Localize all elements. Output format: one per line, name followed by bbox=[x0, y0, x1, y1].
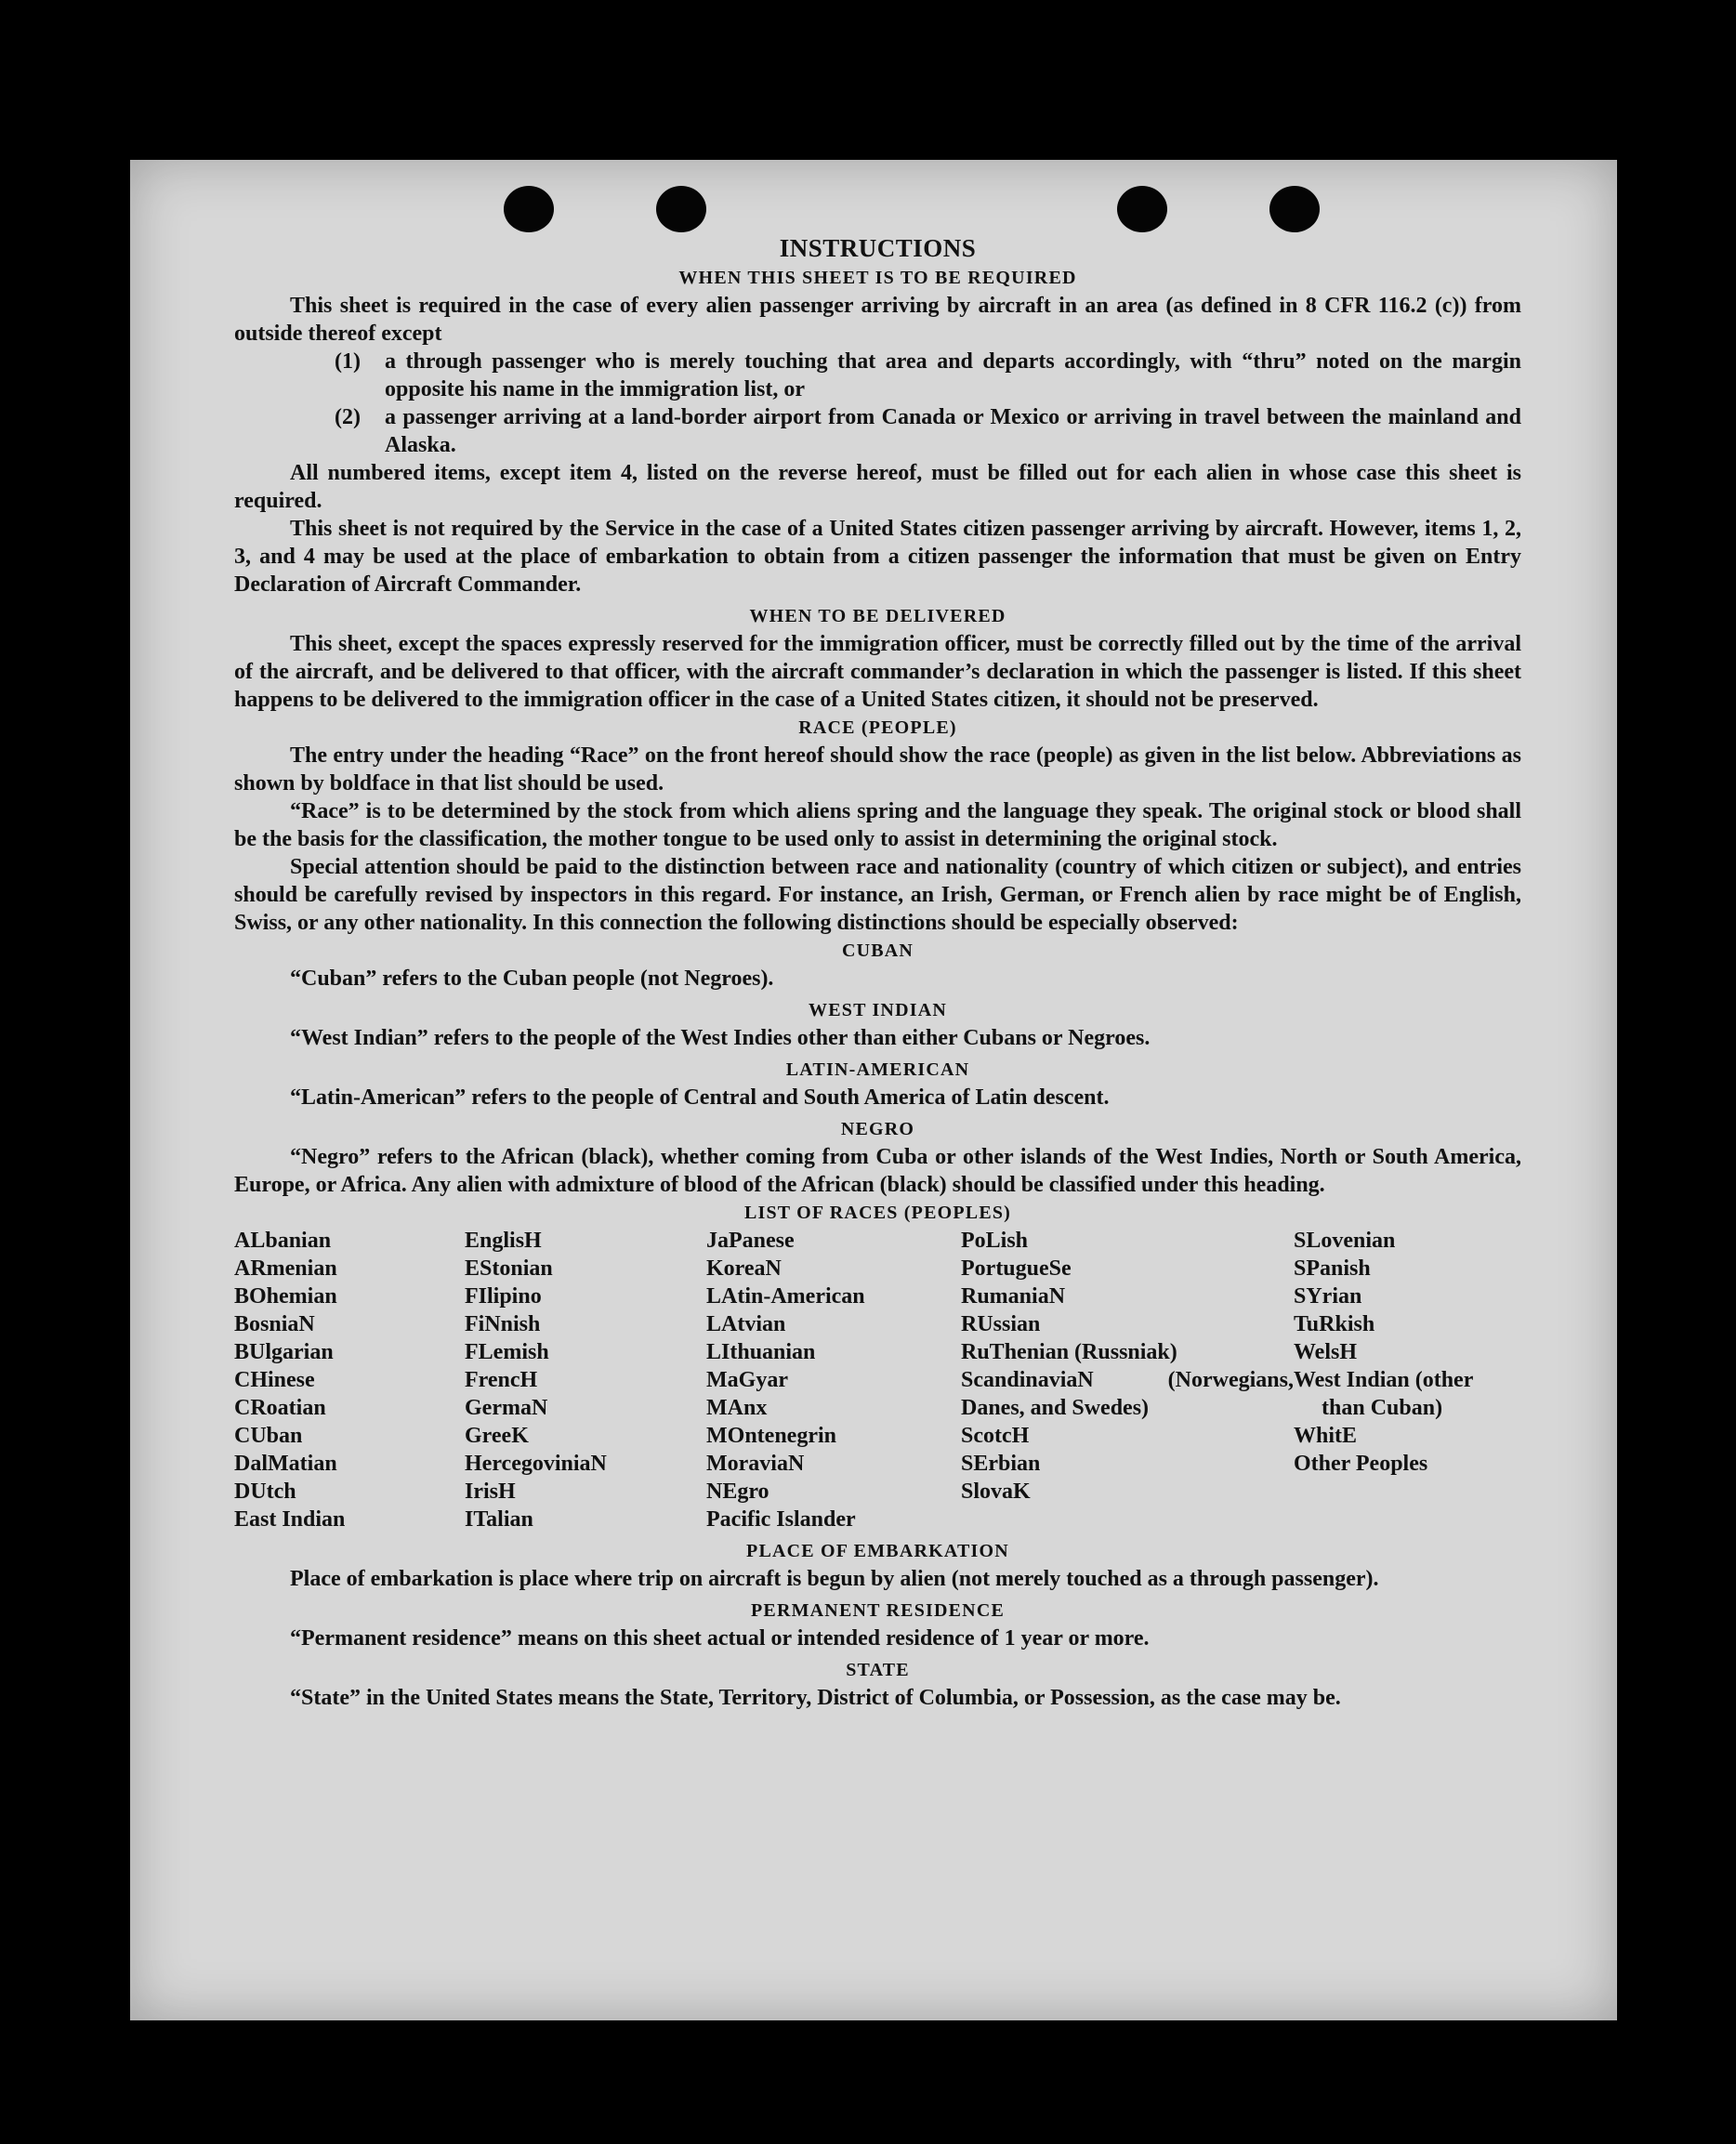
race-entry: CHinese bbox=[234, 1368, 315, 1392]
race-entry: MaGyar bbox=[706, 1368, 788, 1392]
paragraph: The entry under the heading “Race” on the front hereof should show the race (people) as given in the list below. Abbreviations as shown by boldface in that list should be used. bbox=[234, 743, 1521, 796]
heading-race: RACE (PEOPLE) bbox=[798, 717, 957, 738]
race-entry: DUtch bbox=[234, 1480, 296, 1504]
race-entry: MAnx bbox=[706, 1396, 768, 1420]
paragraph: This sheet is not required by the Service in the case of a United States citizen passenger arriving by aircraft. However, items 1, 2, 3, and 4 may be used at the place of embarkation to obtain from a citizen passenger the information that must be given on Entry Declaration of Aircraft Commander. bbox=[234, 517, 1521, 597]
paragraph: “Permanent residence” means on this sheet actual or intended residence of 1 year or more. bbox=[290, 1626, 1150, 1651]
paragraph: All numbered items, except item 4, listed on the reverse hereof, must be filled out for each alien in whose case this sheet is required. bbox=[234, 461, 1521, 513]
item-text: a passenger arriving at a land-border airport from Canada or Mexico or arriving in travel between the mainland and Alaska. bbox=[385, 405, 1521, 457]
races-column bbox=[1294, 1227, 1521, 1533]
heading-west-indian: WEST INDIAN bbox=[809, 1000, 947, 1020]
races-column bbox=[706, 1227, 961, 1533]
race-entry: BUlgarian bbox=[234, 1340, 334, 1364]
race-entry: ITalian bbox=[465, 1507, 533, 1532]
instructions-content bbox=[234, 232, 1521, 1712]
race-entry: SPanish bbox=[1294, 1256, 1371, 1281]
paragraph: “State” in the United States means the State, Territory, District of Columbia, or Possession, as the case may be. bbox=[290, 1686, 1341, 1710]
race-entry: PoLish bbox=[961, 1229, 1029, 1253]
page-title: INSTRUCTIONS bbox=[779, 234, 977, 262]
heading-list-of-races: LIST OF RACES (PEOPLES) bbox=[743, 1203, 1012, 1223]
race-entry: West Indian (other bbox=[1294, 1368, 1474, 1392]
heading-place-of-embarkation: PLACE OF EMBARKATION bbox=[746, 1541, 1009, 1561]
paragraph: Place of embarkation is place where trip on aircraft is begun by alien (not merely touched as a through passenger). bbox=[290, 1567, 1379, 1591]
heading-latin-american: LATIN-AMERICAN bbox=[785, 1059, 970, 1080]
race-entry: Other Peoples bbox=[1294, 1452, 1428, 1476]
heading-permanent-residence: PERMANENT RESIDENCE bbox=[750, 1600, 1006, 1621]
race-entry: EnglisH bbox=[465, 1229, 542, 1253]
race-entry: ALbanian bbox=[234, 1229, 332, 1253]
race-entry: LAtvian bbox=[706, 1312, 786, 1336]
race-entry: FLemish bbox=[465, 1340, 549, 1364]
race-entry: RumaniaN bbox=[961, 1284, 1066, 1309]
race-entry: HercegoviniaN bbox=[465, 1452, 607, 1476]
race-entry: than Cuban) bbox=[1322, 1396, 1443, 1420]
race-entry: SLovenian bbox=[1294, 1229, 1396, 1253]
race-entry: MOntenegrin bbox=[706, 1424, 836, 1448]
document-sheet bbox=[130, 160, 1617, 2020]
paragraph: This sheet is required in the case of every alien passenger arriving by aircraft in an area (as defined in 8 CFR 116.2 (c)) from outside thereof except bbox=[234, 294, 1521, 346]
races-column bbox=[961, 1227, 1294, 1533]
list-item bbox=[234, 403, 1521, 459]
race-entry: JaPanese bbox=[706, 1229, 795, 1253]
race-entry: LAtin-American bbox=[706, 1284, 865, 1309]
race-entry: ScotcH bbox=[961, 1424, 1030, 1448]
race-entry: EStonian bbox=[465, 1256, 553, 1281]
race-entry: LIthuanian bbox=[706, 1340, 816, 1364]
list-item bbox=[234, 348, 1521, 403]
race-entry: NEgro bbox=[706, 1480, 769, 1504]
item-number: (1) bbox=[335, 349, 361, 374]
heading-cuban: CUBAN bbox=[841, 940, 914, 961]
race-entry: TuRkish bbox=[1294, 1312, 1375, 1336]
race-entry: IrisH bbox=[465, 1480, 516, 1504]
paragraph: “West Indian” refers to the people of the West Indies other than either Cubans or Negroes. bbox=[290, 1026, 1151, 1050]
races-column bbox=[465, 1227, 706, 1533]
race-entry: RuThenian (Russniak) bbox=[961, 1340, 1177, 1364]
race-entry: FIlipino bbox=[465, 1284, 542, 1309]
race-entry: SlovaK bbox=[961, 1480, 1031, 1504]
punch-hole bbox=[1117, 186, 1167, 232]
paragraph: This sheet, except the spaces expressly reserved for the immigration officer, must be correctly filled out by the time of the arrival of the aircraft, and be delivered to that officer, with the aircraft commander’s declaration in which the passenger is listed. If this sheet happens to be delivered to the immigration officer in the case of a United States citizen, it should not be preserved. bbox=[234, 632, 1521, 712]
race-entry: GreeK bbox=[465, 1424, 529, 1448]
race-entry: WhitE bbox=[1294, 1424, 1358, 1448]
race-entry: MoraviaN bbox=[706, 1452, 805, 1476]
race-entry: East Indian bbox=[234, 1507, 346, 1532]
punch-hole bbox=[1269, 186, 1320, 232]
heading-negro: NEGRO bbox=[840, 1119, 915, 1139]
race-entry: PortugueSe bbox=[961, 1256, 1072, 1281]
heading-when-delivered: WHEN TO BE DELIVERED bbox=[749, 606, 1006, 626]
race-entry: ScandinaviaN (Norwegians, Danes, and Swedes) bbox=[961, 1368, 1294, 1420]
paragraph: Special attention should be paid to the distinction between race and nationality (country of which citizen or subject), and entries should be carefully revised by inspectors in this regard. For instance, an Irish, German, or French alien by race might be of English, Swiss, or any other nationality. In this connection the following distinctions should be especially observed: bbox=[234, 855, 1521, 935]
paragraph: “Negro” refers to the African (black), whether coming from Cuba or other islands of the West Indies, North or South America, Europe, or Africa. Any alien with admixture of blood of the African (black) should be classified under this heading. bbox=[234, 1145, 1521, 1197]
race-entry: BOhemian bbox=[234, 1284, 337, 1309]
race-entry: FiNnish bbox=[465, 1312, 541, 1336]
races-column bbox=[234, 1227, 465, 1533]
item-number: (2) bbox=[335, 405, 361, 429]
paragraph: “Race” is to be determined by the stock from which aliens spring and the language they speak. The original stock or blood shall be the basis for the classification, the mother tongue to be used only to assist in determining the original stock. bbox=[234, 799, 1521, 851]
punch-hole bbox=[656, 186, 706, 232]
race-entry: CUban bbox=[234, 1424, 303, 1448]
paragraph: “Cuban” refers to the Cuban people (not Negroes). bbox=[290, 967, 774, 991]
race-entry: WelsH bbox=[1294, 1340, 1358, 1364]
race-entry: SErbian bbox=[961, 1452, 1041, 1476]
heading-state: STATE bbox=[846, 1660, 910, 1680]
race-entry: KoreaN bbox=[706, 1256, 782, 1281]
heading-when-required: WHEN THIS SHEET IS TO BE REQUIRED bbox=[678, 268, 1077, 288]
race-entry: SYrian bbox=[1294, 1284, 1362, 1309]
race-entry: CRoatian bbox=[234, 1396, 326, 1420]
race-entry: ARmenian bbox=[234, 1256, 337, 1281]
race-entry: Pacific Islander bbox=[706, 1507, 856, 1532]
punch-hole bbox=[504, 186, 554, 232]
race-entry: FrencH bbox=[465, 1368, 538, 1392]
race-entry: RUssian bbox=[961, 1312, 1041, 1336]
race-entry: BosniaN bbox=[234, 1312, 315, 1336]
race-entry: GermaN bbox=[465, 1396, 548, 1420]
races-table bbox=[234, 1227, 1521, 1533]
paragraph: “Latin-American” refers to the people of Central and South America of Latin descent. bbox=[290, 1085, 1110, 1110]
item-text: a through passenger who is merely touching that area and departs accordingly, with “thru” noted on the margin opposite his name in the immigration list, or bbox=[385, 349, 1521, 401]
race-entry: DalMatian bbox=[234, 1452, 337, 1476]
